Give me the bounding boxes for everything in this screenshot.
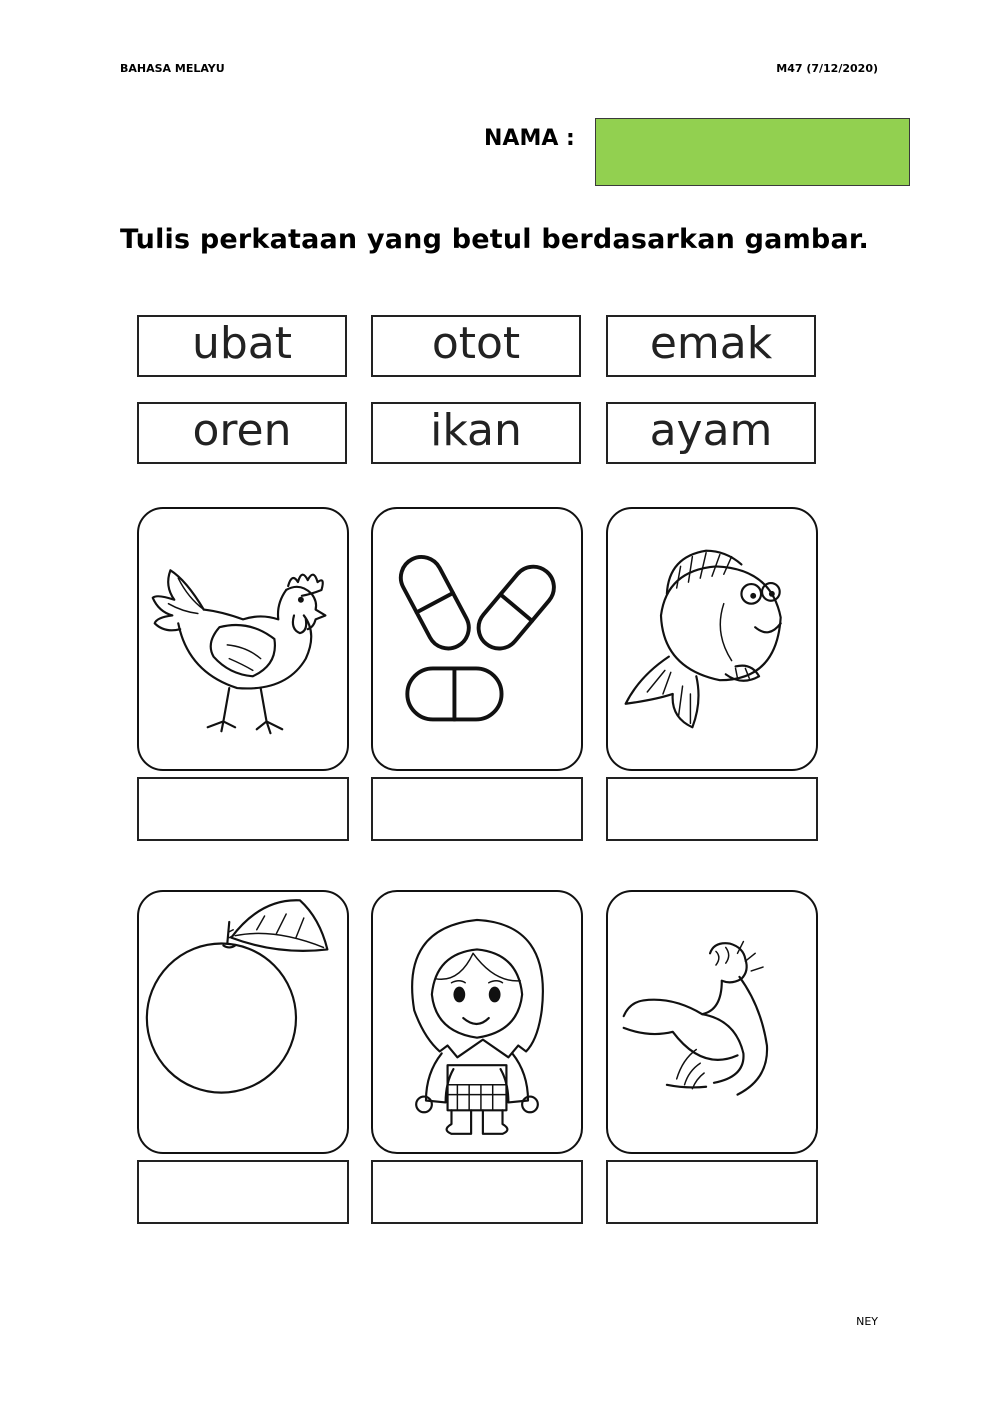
answer-box-pills[interactable] [371,777,583,841]
picture-card-girl [371,890,583,1154]
picture-card-chicken [137,507,349,771]
picture-card-orange [137,890,349,1154]
answer-box-fish[interactable] [606,777,818,841]
instruction-text: Tulis perkataan yang betul berdasarkan gambar. [120,224,869,255]
picture-card-fish [606,507,818,771]
code-date-header: M47 (7/12/2020) [776,62,878,75]
answer-box-chicken[interactable] [137,777,349,841]
word-bank-item: oren [137,402,347,464]
orange-icon [139,892,347,1152]
word-bank-item: emak [606,315,816,377]
fish-icon [608,509,816,769]
subject-header: BAHASA MELAYU [120,62,225,75]
name-input[interactable] [595,118,910,186]
word-bank-item: ayam [606,402,816,464]
word-bank-item: ubat [137,315,347,377]
name-label: NAMA : [484,126,575,151]
answer-box-muscle[interactable] [606,1160,818,1224]
word-bank-item: otot [371,315,581,377]
answer-box-girl[interactable] [371,1160,583,1224]
muscle-arm-icon [608,892,816,1152]
picture-card-pills [371,507,583,771]
chicken-icon [139,509,347,769]
picture-card-muscle [606,890,818,1154]
word-bank-item: ikan [371,402,581,464]
answer-box-orange[interactable] [137,1160,349,1224]
footer-initials: NEY [856,1315,878,1328]
girl-icon [373,892,581,1152]
pills-icon [373,509,581,769]
